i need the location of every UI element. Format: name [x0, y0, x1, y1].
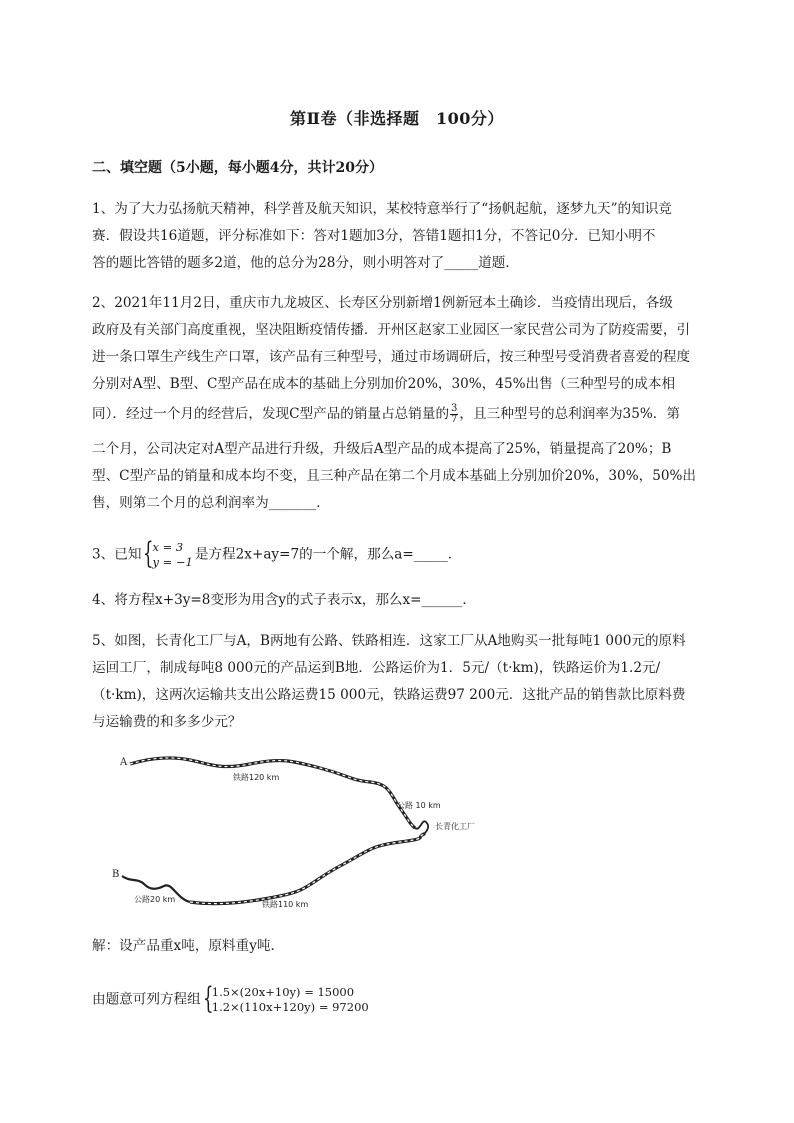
q1-line-1: 1、为了大力弘扬航天精神，科学普及航天知识，某校特意举行了“扬帆起航，逐梦九天”的知识竞	[92, 201, 672, 217]
fraction-denominator: 7	[451, 414, 458, 425]
solution-line: 解：设产品重x吨，原料重y吨．	[92, 938, 285, 954]
q1-line-3: 答的题比答错的题多2道，他的总分为28分，则小明答对了_____道题．	[92, 255, 519, 271]
q3-suffix: 是方程2x+ay=7的一个解，那么a=_____．	[194, 546, 462, 563]
route-map	[110, 750, 510, 915]
q2-line-6: 二个月，公司决定对A型产品进行升级，升级后A型产品的成本提高了25%，销量提高了20%；B	[92, 441, 672, 457]
system-row-1: x = 3	[152, 540, 184, 554]
q4-line: 4、将方程x+3y=8变形为用含y的式子表示x，那么x=______．	[92, 592, 476, 608]
q2-line-8: 售，则第二个月的总利润率为_______．	[92, 495, 330, 511]
fraction	[450, 404, 458, 425]
road-right-label: 公路 10 km	[397, 801, 441, 810]
rail-bottom-label: 铁路110 km	[262, 900, 309, 909]
q3-prefix: 3、已知	[92, 546, 142, 563]
brace-icon: {	[202, 981, 214, 1016]
q5-line-2: 运回工厂，制成每吨8 000元的产品运到B地．公路运价为1．5元/（t·km)，铁路运价为1.2元/	[92, 660, 661, 676]
q2-line-5-after: ，且三种型号的总利润率为35%．第	[459, 406, 680, 422]
section-heading: 二、填空题（5小题，每小题4分，共计20分）	[92, 160, 383, 176]
system-line	[92, 981, 371, 1016]
rail-line-top	[130, 758, 415, 828]
q2-line-5	[92, 404, 680, 425]
q2-line-3: 进一条口罩生产线生产口罩，该产品有三种型号，通过市场调研后，按三种型号受消费者喜爱的程度	[92, 349, 691, 365]
q5-line-3: （t·km)，这两次运输共支出公路运费15 000元，铁路运费97 200元．这批产品的销售款比原料费	[92, 687, 686, 703]
point-b-label: B	[112, 869, 120, 880]
q5-line-1: 5、如图，长青化工厂与A，B两地有公路、铁路相连．这家工厂从A地购买一批每吨1 000元的原料	[92, 633, 686, 649]
q3-line	[92, 536, 462, 571]
page-title: 第Ⅱ卷（非选择题 100分）	[290, 109, 504, 128]
q2-line-7: 型、C型产品的销量和成本均不变，且三种产品在第二个月成本基础上分别加价20%，30%，50%出	[92, 468, 697, 484]
equation-1: 1.5×(20x+10y) = 15000	[211, 985, 355, 999]
brace-icon: {	[143, 536, 154, 571]
system-intro: 由题意可列方程组	[92, 991, 201, 1008]
rail-line-bottom	[190, 834, 424, 904]
road-line-right	[415, 821, 428, 834]
q1-line-2: 赛．假设共16道题，评分标准如下：答对1题加3分，答错1题扣1分，不答记0分．已知小明不	[92, 228, 656, 244]
road-bottom-label: 公路20 km	[134, 895, 176, 904]
equation-2: 1.2×(110x+120y) = 97200	[211, 1000, 369, 1014]
q2-line-5-before: 同）．经过一个月的经营后，发现C型产品的销量占总销量的	[92, 406, 450, 422]
q2-line-2: 政府及有关部门高度重视，坚决阻断疫情传播．开州区赵家工业园区一家民营公司为了防疫需要，引	[92, 322, 691, 338]
point-a-label: A	[120, 757, 128, 768]
q5-line-4: 与运输费的和多多少元？	[92, 714, 242, 730]
equation-system-solution	[202, 981, 369, 1016]
equation-system	[143, 536, 193, 571]
q2-line-4: 分别对A型、B型、C型产品在成本的基础上分别加价20%，30%，45%出售（三种型号的成本相	[92, 376, 676, 392]
q2-line-1: 2、2021年11月2日，重庆市九龙坡区、长寿区分别新增1例新冠本土确诊．当疫情出现后，各级	[92, 295, 673, 311]
factory-label: 长青化工厂	[435, 822, 475, 831]
system-row-2: y = −1	[152, 555, 193, 569]
fraction-numerator: 3	[451, 403, 458, 414]
rail-top-label: 铁路120 km	[233, 773, 280, 782]
